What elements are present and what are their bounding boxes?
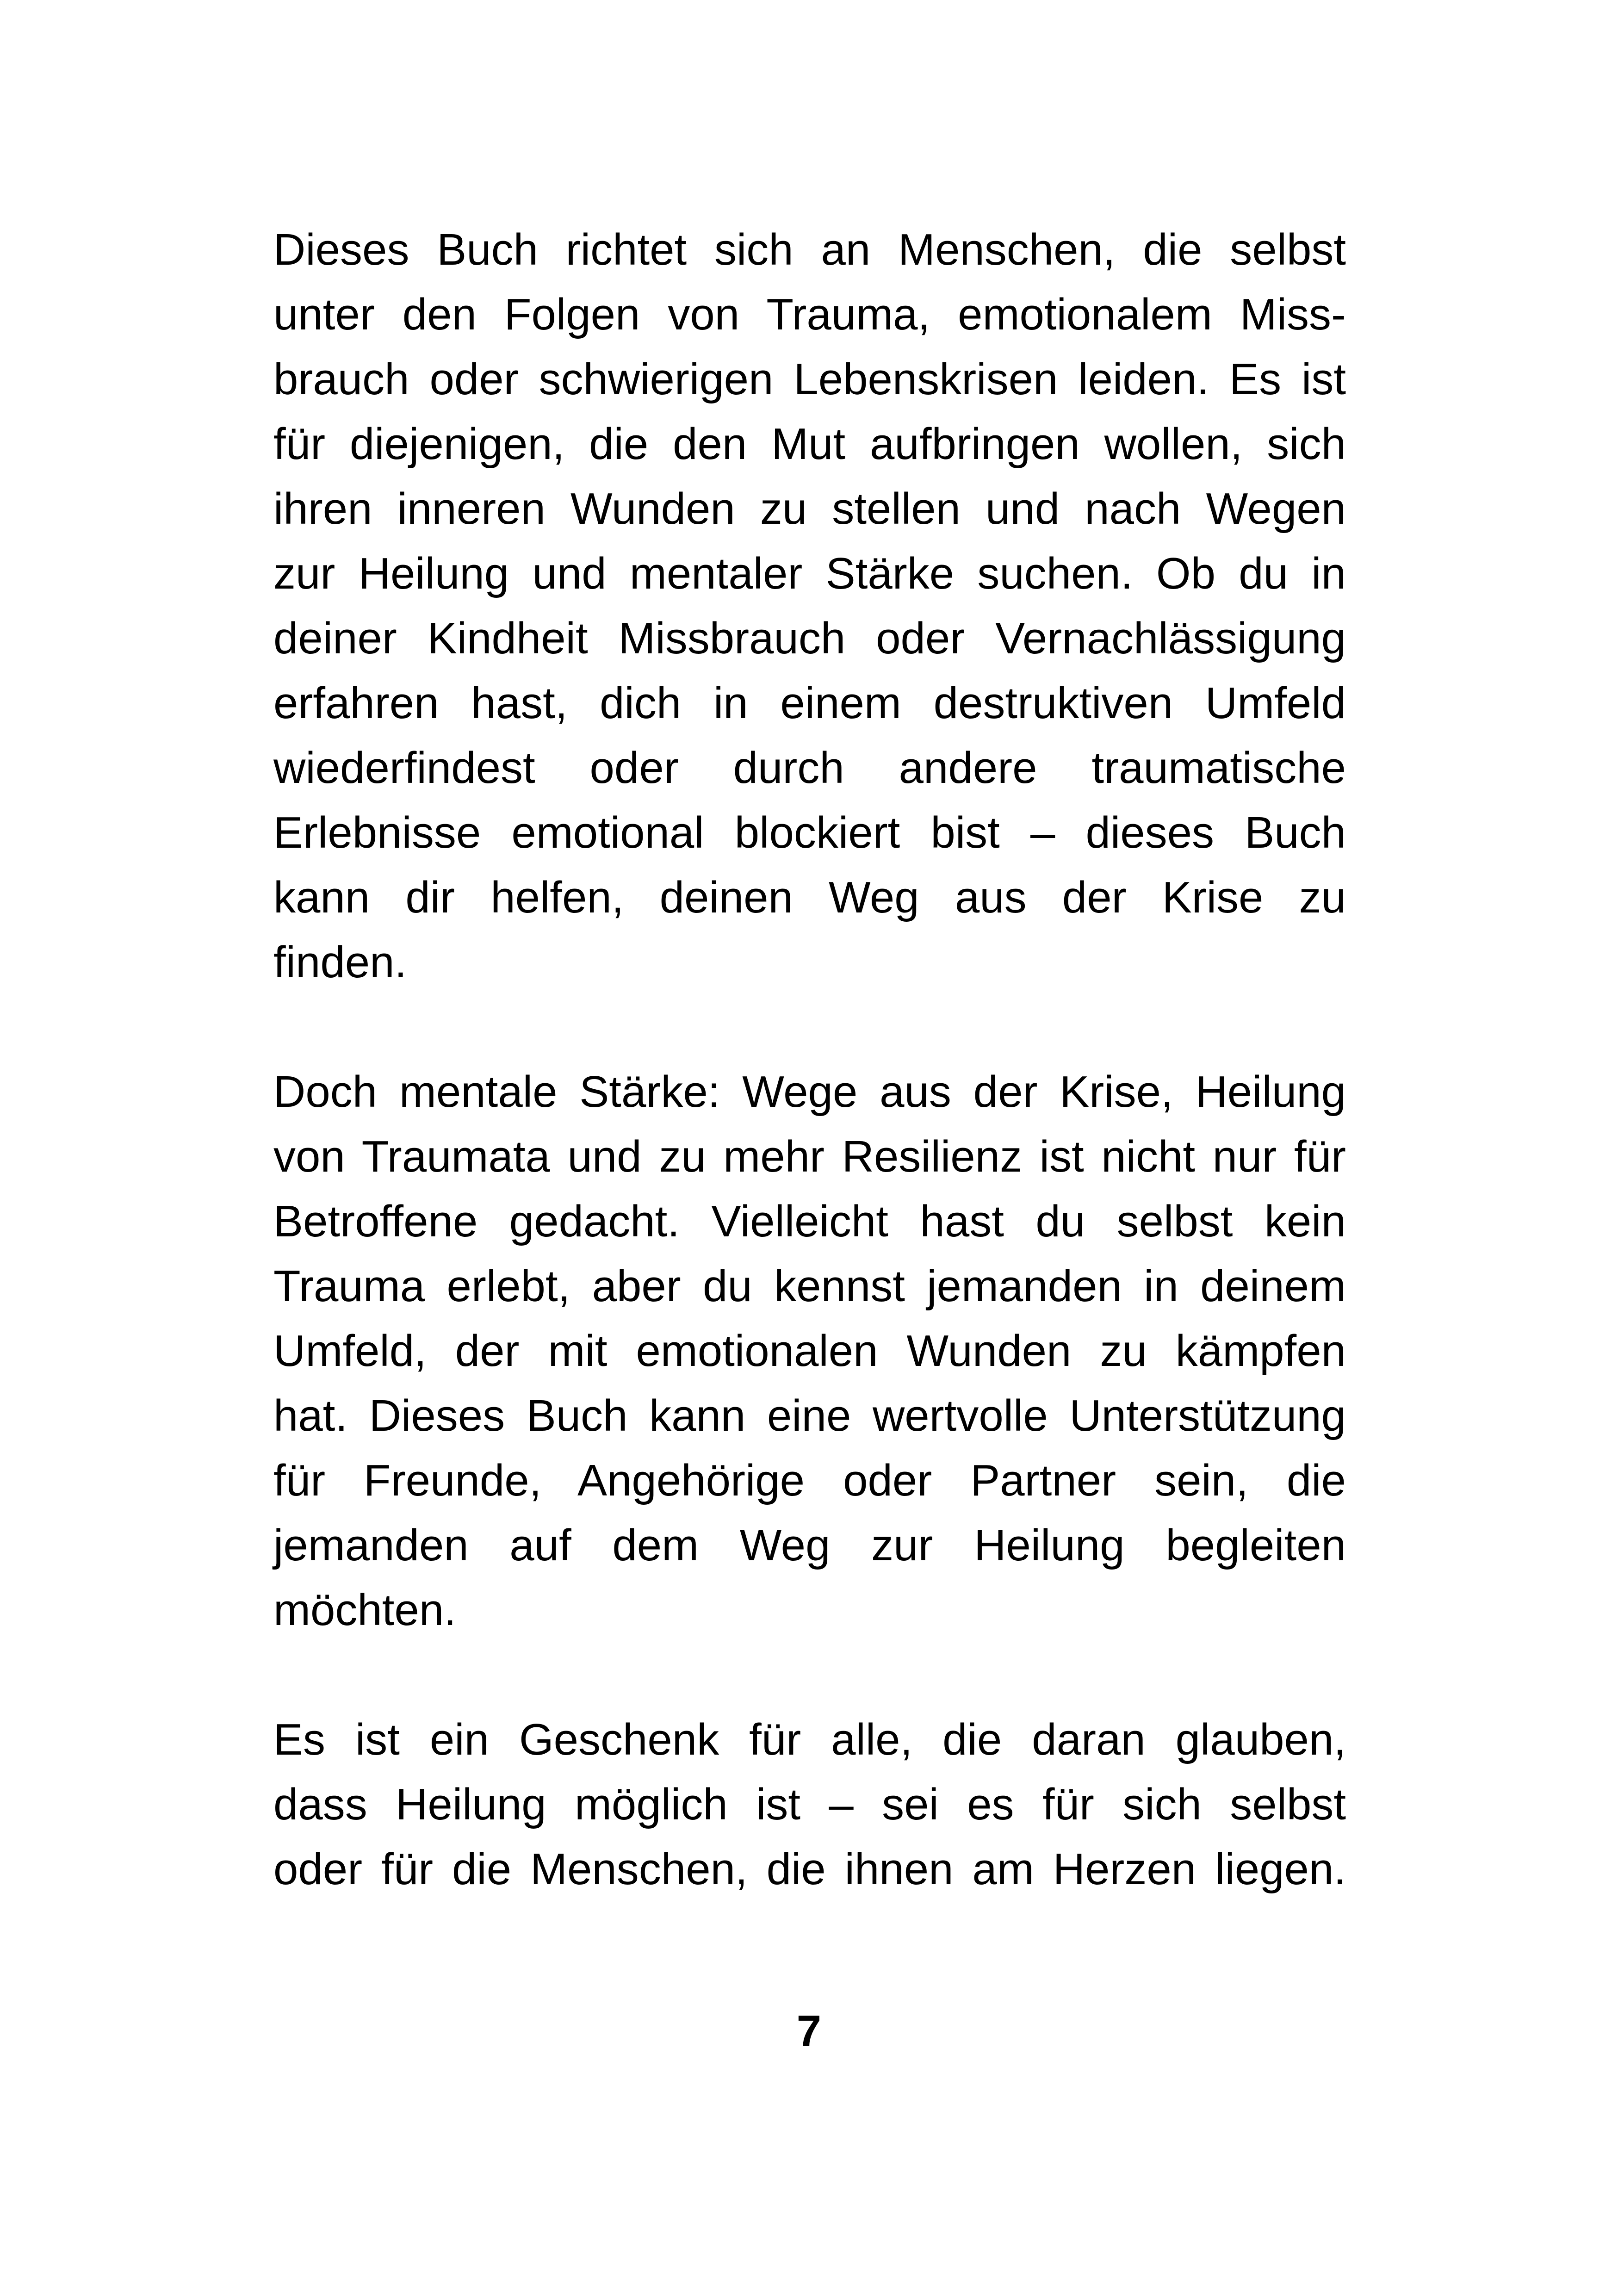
paragraph-2: [273, 1060, 1346, 1643]
text-line: Betroffene gedacht. Vielleicht hast du selbst kein: [273, 1197, 1346, 1246]
text-line: für diejenigen, die den Mut aufbringen wollen, sich: [273, 419, 1346, 469]
text-line: von Traumata und zu mehr Resilienz ist nicht nur für: [273, 1132, 1346, 1181]
page-number: 7: [796, 2006, 822, 2056]
text-line: ihren inneren Wunden zu stellen und nach Wegen: [273, 484, 1346, 534]
text-line: zur Heilung und mentaler Stärke suchen. Ob du in: [273, 549, 1346, 598]
text-line: erfahren hast, dich in einem destruktiven Umfeld: [273, 678, 1346, 728]
text-line: oder für die Menschen, die ihnen am Herzen liegen.: [273, 1844, 1346, 1894]
text-line: wiederfindest oder durch andere traumatische: [273, 743, 1346, 793]
text-line: möchten.: [273, 1585, 456, 1635]
text-line: jemanden auf dem Weg zur Heilung begleiten: [273, 1520, 1346, 1570]
text-line: Es ist ein Geschenk für alle, die daran glauben,: [273, 1715, 1346, 1764]
paragraph-spacer: [273, 995, 1346, 1060]
text-line: unter den Folgen von Trauma, emotionalem Miss-: [273, 290, 1346, 339]
text-line: hat. Dieses Buch kann eine wertvolle Unterstützung: [273, 1391, 1346, 1440]
paragraph-3: [273, 1707, 1346, 1902]
text-line: finden.: [273, 937, 407, 987]
text-line: Doch mentale Stärke: Wege aus der Krise, Heilung: [273, 1067, 1346, 1117]
text-line: Dieses Buch richtet sich an Menschen, die selbst: [273, 225, 1346, 274]
text-line: Erlebnisse emotional blockiert bist – dieses Buch: [273, 808, 1346, 857]
body-text: [273, 217, 1346, 1902]
paragraph-spacer: [273, 1643, 1346, 1707]
text-line: brauch oder schwierigen Lebenskrisen leiden. Es ist: [273, 354, 1346, 404]
text-line: kann dir helfen, deinen Weg aus der Krise zu: [273, 873, 1346, 922]
paragraph-1: [273, 217, 1346, 995]
text-line: für Freunde, Angehörige oder Partner sein, die: [273, 1456, 1346, 1505]
text-line: dass Heilung möglich ist – sei es für sich selbst: [273, 1780, 1346, 1829]
text-line: Umfeld, der mit emotionalen Wunden zu kämpfen: [273, 1326, 1346, 1376]
text-line: deiner Kindheit Missbrauch oder Vernachlässigung: [273, 614, 1346, 663]
text-line: Trauma erlebt, aber du kennst jemanden in deinem: [273, 1261, 1346, 1311]
